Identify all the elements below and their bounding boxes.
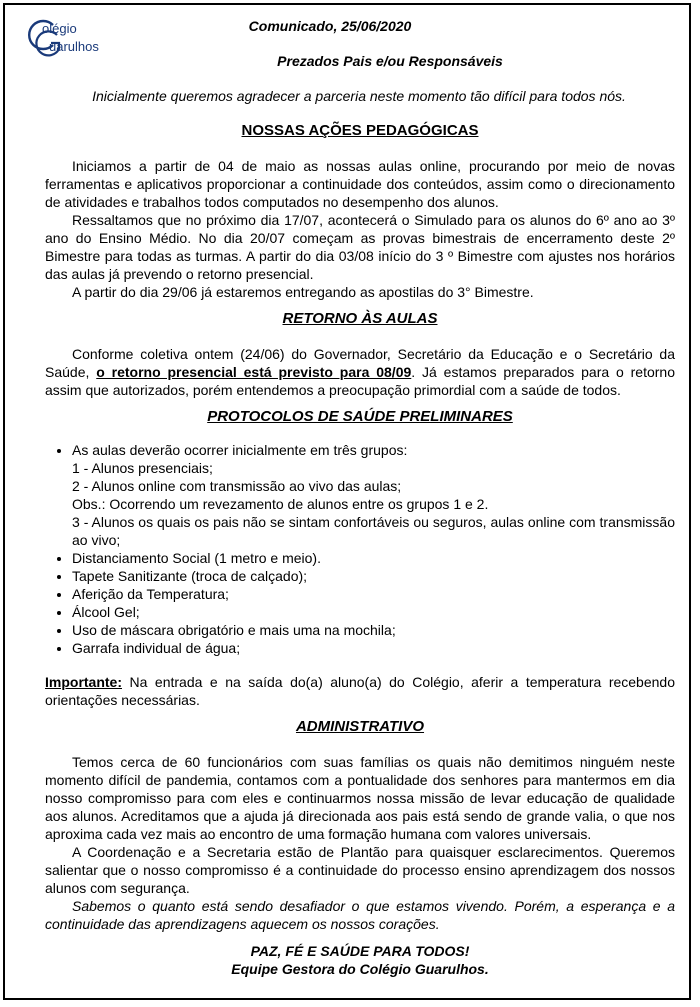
- list-item: • Distanciamento Social (1 metro e meio).: [72, 549, 675, 567]
- footer-signature: Equipe Gestora do Colégio Guarulhos.: [231, 961, 489, 977]
- heading-retorno-aulas: RETORNO ÀS AULAS: [282, 310, 438, 327]
- list-item: • Aferição da Temperatura;: [72, 585, 675, 603]
- footer-slogan: PAZ, FÉ E SAÚDE PARA TODOS!: [250, 943, 470, 959]
- list-item: [72, 441, 675, 549]
- list-item: • Tapete Sanitizante (troca de calçado);: [72, 567, 675, 585]
- retorno-text-end: . Já estamos preparados para o retorno assim que autorizados, porém entendemos a preocupação primordial com a saúde de todos.: [45, 364, 675, 398]
- list-item: • Uso de máscara obrigatório e mais uma na mochila;: [72, 621, 675, 639]
- group-obs: Obs.: Ocorrendo um revezamento de alunos entre os grupos 1 e 2.: [72, 496, 489, 512]
- importante-text: Na entrada e na saída do(a) aluno(a) do Colégio, aferir a temperatura recebendo orientações necessárias.: [45, 674, 675, 708]
- protocol-list: [45, 441, 675, 657]
- retorno-date-highlight: o retorno presencial está previsto para 08/09: [96, 364, 412, 380]
- list-item-text: • As aulas deverão ocorrer inicialmente em três grupos:: [72, 442, 408, 458]
- paragraph-simulado: Ressaltamos que no próximo dia 17/07, acontecerá o Simulado para os alunos do 6º ano ao 3º ano do Ensino Médio. No dia 20/07 começam as provas bimestrais de encerramento deste 2º Bimestre para todas as turmas. A partir do dia 03/08 início do 3 º Bimestre com ajustes nos horários das aulas já prevendo o retorno presencial.: [45, 212, 675, 282]
- document-body: [45, 17, 675, 978]
- paragraph-esperanca: Sabemos o quanto está sendo desafiador o que estamos vivendo. Porém, a esperança e a continuidade das aprendizagens aquecem os nossos corações.: [45, 898, 675, 932]
- retorno-text-start: Conforme coletiva ontem (24/06) do Governador, Secretário da Educação e o Secretário da Saúde,: [45, 346, 675, 380]
- importante-label: Importante:: [45, 674, 122, 690]
- list-item: • Garrafa individual de água;: [72, 639, 675, 657]
- logo-text-line2: uarulhos: [49, 39, 99, 54]
- list-item: • Álcool Gel;: [72, 603, 675, 621]
- paragraph-aulas-online: Iniciamos a partir de 04 de maio as nossas aulas online, procurando por meio de novas ferramentas e aplicativos proporcionar a continuidade dos conteúdos, assim como o direcionamento de atividades e trabalhos todos computados no desempenho dos alunos.: [45, 158, 675, 210]
- paragraph-funcionarios: Temos cerca de 60 funcionários com suas famílias os quais não demitimos ninguém neste momento difícil de pandemia, contamos com a pontualidade dos senhores para mantermos em dia nosso compromisso para com eles e continuarmos nossa missão de levar educação de qualidade aos alunos. Acreditamos que a ajuda já direcionada aos pais está sendo de grande valia, o que nos aproxima cada vez mais ao encontro de uma formação humana com valores universais.: [45, 754, 675, 842]
- intro-text: Inicialmente queremos agradecer a parceria neste momento tão difícil para todos nós.: [92, 88, 626, 104]
- heading-acoes-pedagogicas: NOSSAS AÇÕES PEDAGÓGICAS: [241, 122, 479, 139]
- heading-protocolos: PROTOCOLOS DE SAÚDE PRELIMINARES: [207, 408, 513, 425]
- paragraph-coordenacao: A Coordenação e a Secretaria estão de Plantão para quaisquer esclarecimentos. Queremos salientar que o nosso compromisso é a continuidade do processo ensino aprendizagem dos nossos alunos com segurança.: [45, 844, 675, 896]
- paragraph-retorno: [45, 345, 675, 399]
- group-2: 2 - Alunos online com transmissão ao vivo das aulas;: [72, 478, 402, 494]
- logo-text-line1: olégio: [42, 21, 77, 36]
- document-page: [3, 3, 691, 1000]
- paragraph-importante: [45, 673, 675, 709]
- heading-administrativo: ADMINISTRATIVO: [295, 718, 425, 735]
- salutation: Prezados Pais e/ou Responsáveis: [277, 53, 503, 69]
- group-1: 1 - Alunos presenciais;: [72, 460, 213, 476]
- document-title: Comunicado, 25/06/2020: [248, 18, 412, 34]
- paragraph-apostilas: A partir do dia 29/06 já estaremos entregando as apostilas do 3° Bimestre.: [72, 284, 534, 300]
- group-3: 3 - Alunos os quais os pais não se sintam confortáveis ou seguros, aulas online com transmissão ao vivo;: [72, 514, 675, 548]
